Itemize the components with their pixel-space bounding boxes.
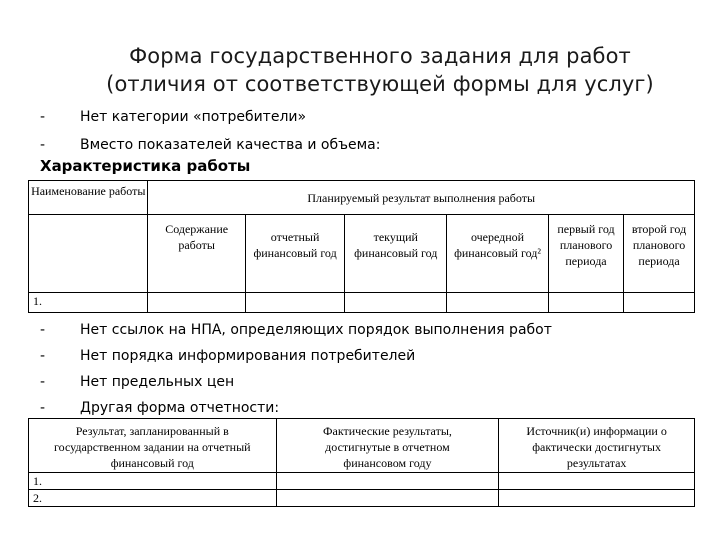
header-work-content: Содержание работы (148, 215, 245, 293)
section-heading: Характеристика работы (40, 157, 251, 175)
header-first-plan-year: первый год планового периода (548, 215, 623, 293)
header-reporting-year: отчетный финансовый год (245, 215, 345, 293)
table-cell (499, 473, 695, 490)
table-row-label: 1. (29, 473, 277, 490)
bullet-no-price-limits (0, 373, 720, 393)
bullet-dash: - (40, 109, 46, 125)
bullet-instead-of-indicators (0, 136, 720, 156)
bullet-no-npa (0, 321, 720, 341)
bullet-dash: - (40, 348, 46, 364)
work-characteristics-table (28, 180, 695, 313)
bullet-dash: - (40, 137, 46, 153)
table-cell (148, 293, 245, 313)
header-second-plan-year: второй год планового периода (624, 215, 695, 293)
header-current-year: текущий финансовый год (345, 215, 447, 293)
table-cell (548, 293, 623, 313)
bullet-text: Другая форма отчетности: (80, 400, 280, 416)
table-cell (276, 490, 499, 507)
table-cell (245, 293, 345, 313)
header-actual-results: Фактические результаты, достигнутые в отчетном финансовом году (276, 419, 499, 473)
bullet-text: Нет предельных цен (80, 374, 235, 390)
bullet-text: Нет категории «потребители» (80, 109, 307, 125)
page-title: Форма государственного задания для работ (129, 44, 631, 68)
cell-blank (29, 215, 148, 293)
table-cell (276, 473, 499, 490)
table-row-label: 2. (29, 490, 277, 507)
bullet-text: Нет ссылок на НПА, определяющих порядок выполнения работ (80, 322, 552, 338)
bullet-text: Нет порядка информирования потребителей (80, 348, 416, 364)
page-subtitle: (отличия от соответствующей формы для услуг) (106, 72, 654, 96)
bullet-dash: - (40, 322, 46, 338)
reporting-table (28, 418, 695, 507)
bullet-other-reporting (0, 399, 720, 419)
header-planned-result: Результат, запланированный в государственном задании на отчетный финансовый год (29, 419, 277, 473)
bullet-text: Вместо показателей качества и объема: (80, 137, 381, 153)
table-cell (499, 490, 695, 507)
table-cell (447, 293, 549, 313)
header-planned-result: Планируемый результат выполнения работы (148, 181, 695, 215)
table-cell (624, 293, 695, 313)
bullet-dash: - (40, 374, 46, 390)
header-work-name: Наименование работы (29, 181, 148, 215)
table-cell (345, 293, 447, 313)
table-row-label: 1. (29, 293, 148, 313)
bullet-no-informing (0, 347, 720, 367)
header-next-year: очередной финансовый год² (447, 215, 549, 293)
bullet-dash: - (40, 400, 46, 416)
bullet-no-consumers (0, 108, 720, 128)
header-info-sources: Источник(и) информации о фактически достигнутых результатах (499, 419, 695, 473)
